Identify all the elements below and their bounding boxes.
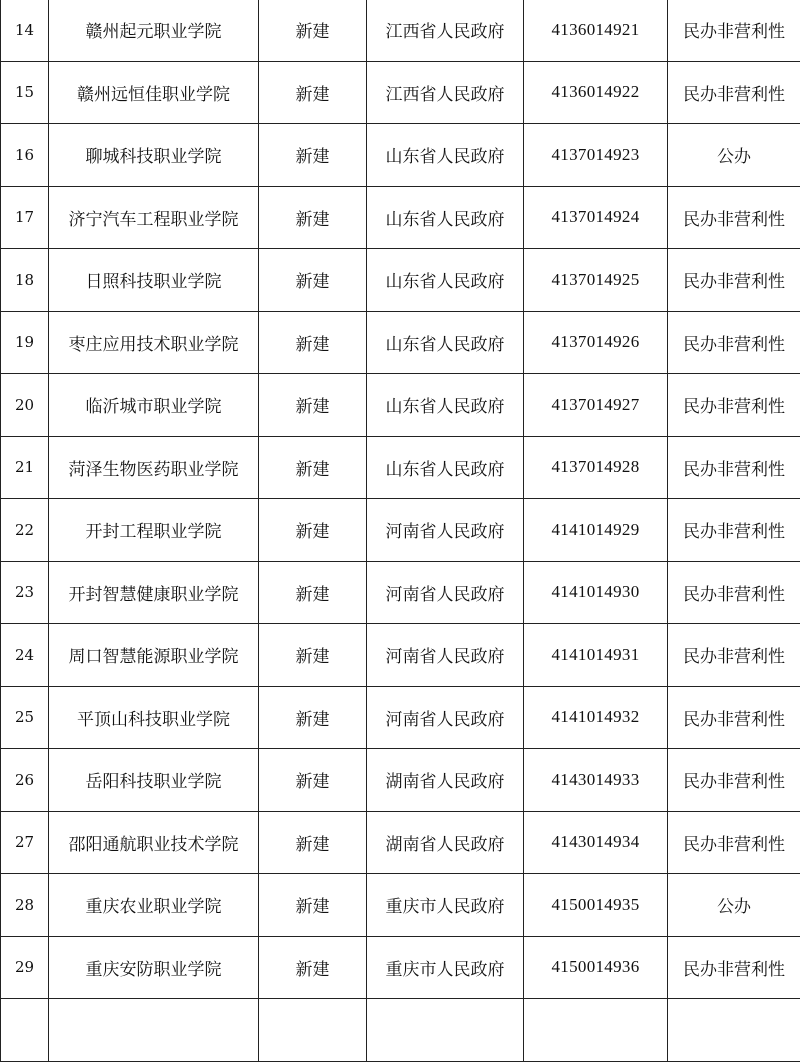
governing-body-cell: 重庆市人民政府 xyxy=(367,874,524,937)
college-name-cell: 枣庄应用技术职业学院 xyxy=(49,311,259,374)
school-nature-cell: 民办非营利性 xyxy=(668,499,800,562)
institution-code-cell: 4137014927 xyxy=(524,374,668,437)
table-body xyxy=(1,0,800,1061)
school-nature-cell: 民办非营利性 xyxy=(668,811,800,874)
establishment-type-cell: 新建 xyxy=(259,936,367,999)
school-nature-cell: 公办 xyxy=(668,124,800,187)
governing-body-cell: 江西省人民政府 xyxy=(367,61,524,124)
table-row xyxy=(1,436,800,499)
college-name-cell: 平顶山科技职业学院 xyxy=(49,686,259,749)
school-nature-cell: 民办非营利性 xyxy=(668,749,800,812)
school-nature-cell: 民办非营利性 xyxy=(668,936,800,999)
table-row xyxy=(1,186,800,249)
governing-body-cell: 山东省人民政府 xyxy=(367,374,524,437)
row-number-cell: 23 xyxy=(1,561,49,624)
school-nature-cell xyxy=(668,999,800,1062)
table-row xyxy=(1,811,800,874)
table-row xyxy=(1,936,800,999)
institution-code-cell: 4141014931 xyxy=(524,624,668,687)
governing-body-cell: 河南省人民政府 xyxy=(367,561,524,624)
college-name-cell: 临沂城市职业学院 xyxy=(49,374,259,437)
establishment-type-cell: 新建 xyxy=(259,436,367,499)
governing-body-cell: 河南省人民政府 xyxy=(367,624,524,687)
school-nature-cell: 民办非营利性 xyxy=(668,61,800,124)
governing-body-cell: 山东省人民政府 xyxy=(367,249,524,312)
school-nature-cell: 民办非营利性 xyxy=(668,186,800,249)
institution-code-cell: 4143014934 xyxy=(524,811,668,874)
college-name-cell xyxy=(49,999,259,1062)
establishment-type-cell: 新建 xyxy=(259,624,367,687)
governing-body-cell: 重庆市人民政府 xyxy=(367,936,524,999)
governing-body-cell xyxy=(367,999,524,1062)
college-name-cell: 周口智慧能源职业学院 xyxy=(49,624,259,687)
table-row xyxy=(1,686,800,749)
college-name-cell: 开封智慧健康职业学院 xyxy=(49,561,259,624)
institution-code-cell: 4143014933 xyxy=(524,749,668,812)
establishment-type-cell: 新建 xyxy=(259,61,367,124)
institution-code-cell: 4137014923 xyxy=(524,124,668,187)
college-name-cell: 济宁汽车工程职业学院 xyxy=(49,186,259,249)
governing-body-cell: 湖南省人民政府 xyxy=(367,749,524,812)
establishment-type-cell: 新建 xyxy=(259,686,367,749)
table-row xyxy=(1,999,800,1062)
school-nature-cell: 民办非营利性 xyxy=(668,0,800,61)
establishment-type-cell: 新建 xyxy=(259,561,367,624)
establishment-type-cell: 新建 xyxy=(259,186,367,249)
governing-body-cell: 江西省人民政府 xyxy=(367,0,524,61)
row-number-cell: 29 xyxy=(1,936,49,999)
governing-body-cell: 湖南省人民政府 xyxy=(367,811,524,874)
row-number-cell: 21 xyxy=(1,436,49,499)
governing-body-cell: 山东省人民政府 xyxy=(367,436,524,499)
college-name-cell: 岳阳科技职业学院 xyxy=(49,749,259,812)
school-nature-cell: 民办非营利性 xyxy=(668,436,800,499)
institution-code-cell: 4137014924 xyxy=(524,186,668,249)
table-row xyxy=(1,0,800,61)
establishment-type-cell: 新建 xyxy=(259,749,367,812)
school-nature-cell: 民办非营利性 xyxy=(668,686,800,749)
governing-body-cell: 河南省人民政府 xyxy=(367,499,524,562)
table-row xyxy=(1,124,800,187)
college-name-cell: 重庆农业职业学院 xyxy=(49,874,259,937)
institution-code-cell xyxy=(524,999,668,1062)
establishment-type-cell: 新建 xyxy=(259,124,367,187)
institution-code-cell: 4137014925 xyxy=(524,249,668,312)
school-nature-cell: 公办 xyxy=(668,874,800,937)
establishment-type-cell: 新建 xyxy=(259,249,367,312)
college-name-cell: 菏泽生物医药职业学院 xyxy=(49,436,259,499)
establishment-type-cell: 新建 xyxy=(259,499,367,562)
row-number-cell: 24 xyxy=(1,624,49,687)
table-row xyxy=(1,561,800,624)
institution-code-cell: 4137014926 xyxy=(524,311,668,374)
row-number-cell xyxy=(1,999,49,1062)
institution-code-cell: 4150014935 xyxy=(524,874,668,937)
table-row xyxy=(1,499,800,562)
table-row xyxy=(1,874,800,937)
row-number-cell: 22 xyxy=(1,499,49,562)
institution-code-cell: 4150014936 xyxy=(524,936,668,999)
row-number-cell: 20 xyxy=(1,374,49,437)
institution-code-cell: 4136014922 xyxy=(524,61,668,124)
row-number-cell: 27 xyxy=(1,811,49,874)
school-nature-cell: 民办非营利性 xyxy=(668,374,800,437)
college-name-cell: 邵阳通航职业技术学院 xyxy=(49,811,259,874)
establishment-type-cell xyxy=(259,999,367,1062)
school-nature-cell: 民办非营利性 xyxy=(668,561,800,624)
institution-code-cell: 4141014929 xyxy=(524,499,668,562)
institution-code-cell: 4136014921 xyxy=(524,0,668,61)
institution-code-cell: 4137014928 xyxy=(524,436,668,499)
institution-code-cell: 4141014932 xyxy=(524,686,668,749)
establishment-type-cell: 新建 xyxy=(259,374,367,437)
college-name-cell: 聊城科技职业学院 xyxy=(49,124,259,187)
establishment-type-cell: 新建 xyxy=(259,0,367,61)
row-number-cell: 26 xyxy=(1,749,49,812)
row-number-cell: 18 xyxy=(1,249,49,312)
table-row xyxy=(1,624,800,687)
college-name-cell: 重庆安防职业学院 xyxy=(49,936,259,999)
row-number-cell: 17 xyxy=(1,186,49,249)
table-row xyxy=(1,249,800,312)
table-row xyxy=(1,61,800,124)
college-name-cell: 赣州远恒佳职业学院 xyxy=(49,61,259,124)
row-number-cell: 16 xyxy=(1,124,49,187)
table-row xyxy=(1,374,800,437)
row-number-cell: 19 xyxy=(1,311,49,374)
row-number-cell: 28 xyxy=(1,874,49,937)
governing-body-cell: 山东省人民政府 xyxy=(367,186,524,249)
school-nature-cell: 民办非营利性 xyxy=(668,311,800,374)
institution-code-cell: 4141014930 xyxy=(524,561,668,624)
school-nature-cell: 民办非营利性 xyxy=(668,624,800,687)
college-name-cell: 开封工程职业学院 xyxy=(49,499,259,562)
college-name-cell: 日照科技职业学院 xyxy=(49,249,259,312)
establishment-type-cell: 新建 xyxy=(259,311,367,374)
row-number-cell: 25 xyxy=(1,686,49,749)
row-number-cell: 15 xyxy=(1,61,49,124)
governing-body-cell: 山东省人民政府 xyxy=(367,311,524,374)
governing-body-cell: 河南省人民政府 xyxy=(367,686,524,749)
governing-body-cell: 山东省人民政府 xyxy=(367,124,524,187)
table-row xyxy=(1,311,800,374)
establishment-type-cell: 新建 xyxy=(259,811,367,874)
table-row xyxy=(1,749,800,812)
row-number-cell: 14 xyxy=(1,0,49,61)
establishment-type-cell: 新建 xyxy=(259,874,367,937)
school-nature-cell: 民办非营利性 xyxy=(668,249,800,312)
college-name-cell: 赣州起元职业学院 xyxy=(49,0,259,61)
